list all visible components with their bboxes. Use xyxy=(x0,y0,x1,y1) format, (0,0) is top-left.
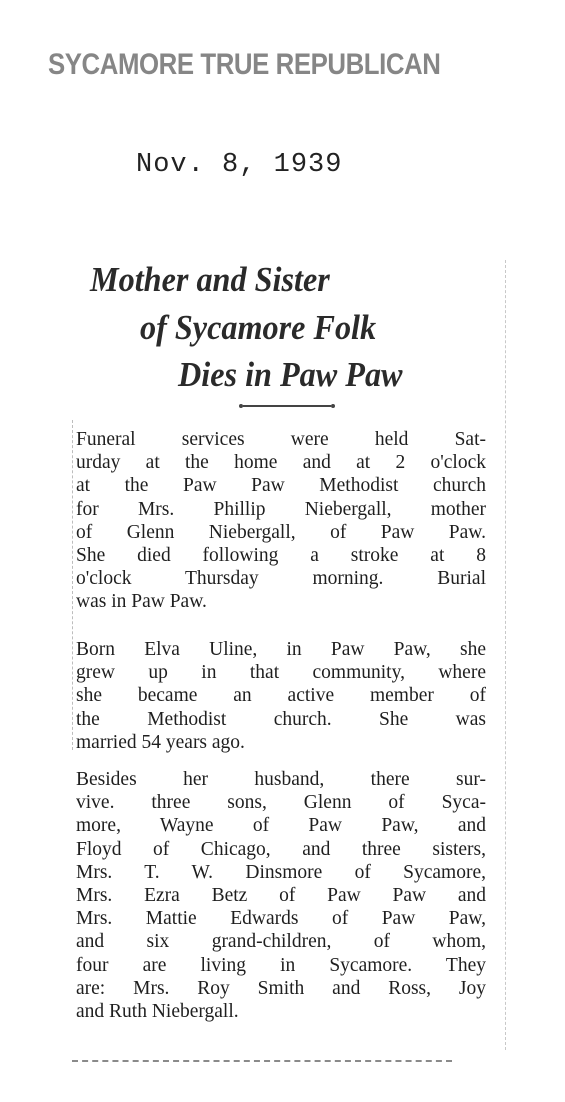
text-line: urday at the home and at 2 o'clock xyxy=(76,452,486,474)
text-line: Mrs. T. W. Dinsmore of Sycamore, xyxy=(76,861,486,883)
text-line: are: Mrs. Roy Smith and Ross, Joy xyxy=(76,977,486,999)
text-line: she became an active member of xyxy=(76,685,486,707)
headline-line-2: of Sycamore Folk xyxy=(140,308,377,347)
text-line: was in Paw Paw. xyxy=(76,591,207,613)
clipping-left-edge xyxy=(72,420,74,750)
text-line: the Methodist church. She was xyxy=(76,708,486,730)
text-line: married 54 years ago. xyxy=(76,731,245,753)
clipping-right-edge xyxy=(505,260,507,1050)
paragraph-survivors xyxy=(76,768,486,1023)
headline-divider xyxy=(243,405,331,407)
paragraph-funeral xyxy=(76,428,486,614)
clipping-date: Nov. 8, 1939 xyxy=(136,150,343,180)
text-line: and six grand-children, of whom, xyxy=(76,931,486,953)
text-line: more, Wayne of Paw Paw, and xyxy=(76,815,486,837)
text-line: at the Paw Paw Methodist church xyxy=(76,475,486,497)
text-line: Floyd of Chicago, and three sisters, xyxy=(76,838,486,860)
newspaper-masthead-stamp: SYCAMORE TRUE REPUBLICAN xyxy=(48,48,441,81)
text-line: Besides her husband, there sur- xyxy=(76,769,486,790)
text-line: Funeral services were held Sat- xyxy=(76,429,486,450)
paragraph-biography xyxy=(76,638,486,754)
text-line: o'clock Thursday morning. Burial xyxy=(76,568,486,590)
text-line: Born Elva Uline, in Paw Paw, she xyxy=(76,639,486,660)
text-line: four are living in Sycamore. They xyxy=(76,954,486,976)
headline-line-1: Mother and Sister xyxy=(90,260,330,299)
text-line: of Glenn Niebergall, of Paw Paw. xyxy=(76,521,486,543)
text-line: grew up in that community, where xyxy=(76,662,486,684)
text-line: and Ruth Niebergall. xyxy=(76,1001,239,1023)
text-line: Mrs. Ezra Betz of Paw Paw and xyxy=(76,885,486,907)
text-line: She died following a stroke at 8 xyxy=(76,545,486,567)
text-line: for Mrs. Phillip Niebergall, mother xyxy=(76,498,486,520)
text-line: vive. three sons, Glenn of Syca- xyxy=(76,792,486,814)
text-line: Mrs. Mattie Edwards of Paw Paw, xyxy=(76,908,486,930)
clipping-bottom-edge xyxy=(72,1060,452,1062)
headline-line-3: Dies in Paw Paw xyxy=(178,355,403,394)
